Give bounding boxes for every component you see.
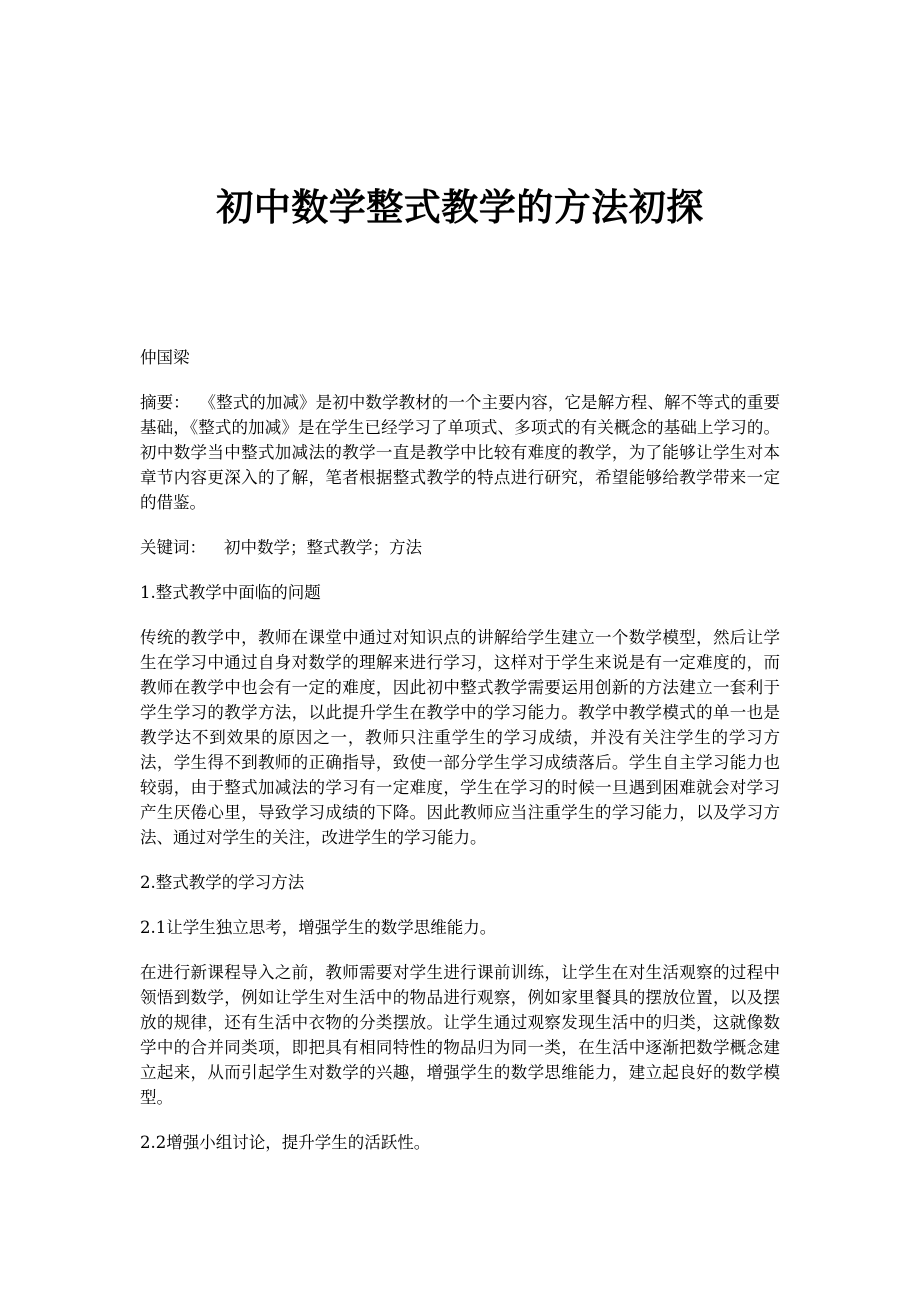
abstract-paragraph bbox=[140, 390, 780, 515]
section-1-heading: 1.整式教学中面临的问题 bbox=[140, 583, 321, 602]
document-body bbox=[140, 345, 780, 1175]
abstract-text: 《整式的加减》是初中数学教材的一个主要内容，它是解方程、解不等式的重要基础，《整式的加减》是在学生已经学习了单项式、多项式的有关概念的基础上学习的。初中数学当中整式加减法的教学一直是教学中比较有难度的教学，为了能够让学生对本章节内容更深入的了解，笔者根据整式教学的特点进行研究，希望能够给教学带来一定的借鉴。 bbox=[140, 393, 781, 512]
document-title: 初中数学整式教学的方法初探 bbox=[216, 185, 704, 229]
abstract-label: 摘要： bbox=[140, 393, 190, 412]
keywords-label: 关键词： bbox=[140, 538, 206, 557]
keywords-text: 初中数学；整式教学；方法 bbox=[224, 538, 422, 557]
author-name: 仲国梁 bbox=[140, 348, 190, 367]
keywords-paragraph bbox=[140, 535, 780, 560]
section-2-2-heading: 2.2增强小组讨论，提升学生的活跃性。 bbox=[140, 1133, 431, 1152]
section-1-body: 传统的教学中，教师在课堂中通过对知识点的讲解给学生建立一个数学模型，然后让学生在学习中通过自身对数学的理解来进行学习，这样对于学生来说是有一定难度的，而教师在教学中也会有一定的难度，因此初中整式教学需要运用创新的方法建立一套利于学生学习的教学方法，以此提升学生在教学中的学习能力。教学中教学模式的单一也是教学达不到效果的原因之一，教师只注重学生的学习成绩，并没有关注学生的学习方法，学生得不到教师的正确指导，致使一部分学生学习成绩落后。学生自主学习能力也较弱，由于整式加减法的学习有一定难度，学生在学习的时候一旦遇到困难就会对学习产生厌倦心里，导致学习成绩的下降。因此教师应当注重学生的学习能力，以及学习方法、通过对学生的关注，改进学生的学习能力。 bbox=[140, 628, 780, 847]
section-2-1-heading: 2.1让学生独立思考，增强学生的数学思维能力。 bbox=[140, 918, 497, 937]
section-2-heading: 2.整式教学的学习方法 bbox=[140, 873, 305, 892]
section-2-1-body: 在进行新课程导入之前，教师需要对学生进行课前训练，让学生在对生活观察的过程中领悟到数学，例如让学生对生活中的物品进行观察，例如家里餐具的摆放位置，以及摆放的规律，还有生活中衣物的分类摆放。让学生通过观察发现生活中的归类，这就像数学中的合并同类项，即把具有相同特性的物品归为同一类，在生活中逐渐把数学概念建立起来，从而引起学生对数学的兴趣，增强学生的数学思维能力，建立起良好的数学模型。 bbox=[140, 963, 780, 1107]
